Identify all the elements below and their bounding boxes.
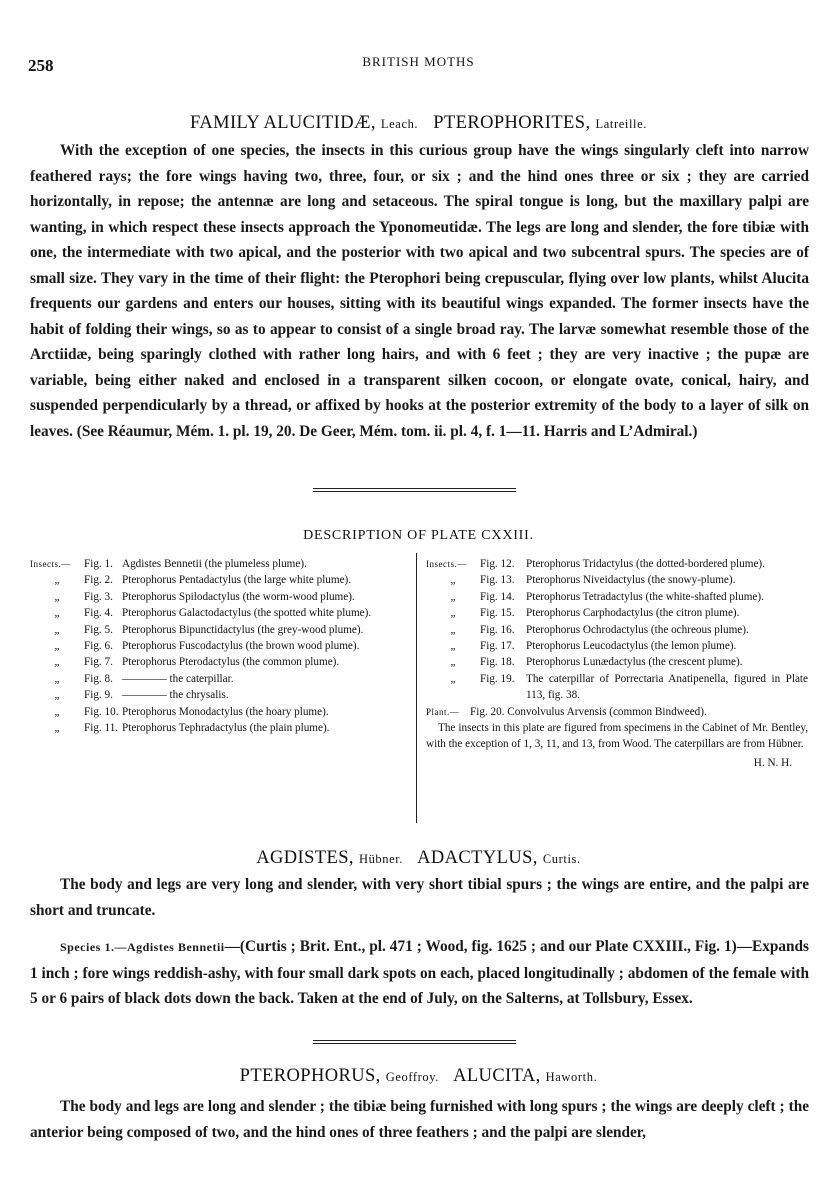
figure-entry: „ Fig. 17. Pterophorus Leucodactylus (the lemon plume). bbox=[450, 640, 737, 653]
pterophorus-authority-b: Haworth. bbox=[545, 1070, 598, 1084]
figure-entry: „ Fig. 19. The caterpillar of Porrectaria Anatipenella, figured in Plate 113, fig. 38. bbox=[450, 672, 808, 702]
page-number: 258 bbox=[28, 56, 54, 75]
plate-note: The insects in this plate are figured from specimens in the Cabinet of Mr. Bentley, with the exception of 1, 3, 11, and 13, from Wood. The caterpillars are from Hübner. bbox=[426, 722, 808, 751]
figure-entry: Insects.— Fig. 1. Agdistes Bennetii (the plumeless plume). bbox=[30, 558, 307, 570]
plate-figures-left bbox=[30, 556, 408, 736]
agdistes-authority-a: Hübner. bbox=[358, 852, 404, 866]
figure-entry: „ Fig. 6. Pterophorus Fuscodactylus (the brown wood plume). bbox=[54, 640, 360, 653]
agdistes-heading-a: AGDISTES, bbox=[256, 848, 354, 868]
figure-entry: „ Fig. 9. ———— the chrysalis. bbox=[54, 689, 229, 702]
figure-entry: „ Fig. 5. Pterophorus Bipunctidactylus (the grey-wood plume). bbox=[54, 623, 364, 636]
plant-entry: Plant.— Fig. 20. Convolvulus Arvensis (common Bindweed). bbox=[426, 705, 707, 718]
pterophorus-heading-b: ALUCITA, bbox=[453, 1066, 541, 1086]
figure-entry: „ Fig. 7. Pterophorus Pterodactylus (the common plume). bbox=[54, 656, 340, 669]
figure-entry: „ Fig. 8. ———— the caterpillar. bbox=[54, 672, 234, 685]
family-authority-a: Leach. bbox=[380, 117, 419, 131]
figure-entry: „ Fig. 11. Pterophorus Tephradactylus (the plain plume). bbox=[54, 722, 330, 735]
family-heading-b: PTEROPHORITES, bbox=[433, 113, 591, 133]
agdistes-heading bbox=[20, 848, 817, 869]
family-authority-b: Latreille. bbox=[595, 117, 647, 131]
family-heading bbox=[20, 113, 817, 134]
pterophorus-heading-a: PTEROPHORUS, bbox=[239, 1066, 381, 1086]
pterophorus-authority-a: Geoffroy. bbox=[385, 1070, 440, 1084]
running-head bbox=[28, 52, 809, 76]
plate-title: DESCRIPTION OF PLATE CXXIII. bbox=[303, 528, 534, 543]
species-text: —(Curtis ; Brit. Ent., pl. 471 ; Wood, fig. 1625 ; and our Plate CXXIII., Fig. 1)—Expands 1 inch ; fore wings reddish-ashy, with four small dark spots on each, placed longitudinally ; abdomen of the female with 5 or 6 pairs of black dots down the back. Taken at the end of July, on the Salterns, at Tollsbury, Essex. bbox=[30, 938, 809, 1007]
species-lead: Species 1.—Agdistes Bennetii bbox=[60, 940, 225, 954]
plate-figures-right bbox=[426, 556, 808, 771]
pterophorus-paragraph: The body and legs are long and slender ; the tibiæ being furnished with long spurs ; the wings are deeply cleft ; the anterior being composed of two, and the hind ones of three feathers ; and the palpi are slender, bbox=[30, 1098, 809, 1141]
figure-entry: Insects.— Fig. 12. Pterophorus Tridactylus (the dotted-bordered plume). bbox=[426, 558, 765, 570]
figure-entry: „ Fig. 3. Pterophorus Spilodactylus (the worm-wood plume). bbox=[54, 590, 355, 603]
figure-entry: „ Fig. 4. Pterophorus Galactodactylus (the spotted white plume). bbox=[54, 607, 372, 620]
figure-entry: „ Fig. 15. Pterophorus Carphodactylus (the citron plume). bbox=[450, 607, 740, 620]
agdistes-heading-b: ADACTYLUS, bbox=[417, 848, 538, 868]
author-signature: H. N. H. bbox=[753, 756, 792, 769]
agdistes-authority-b: Curtis. bbox=[542, 852, 581, 866]
pterophorus-heading bbox=[20, 1066, 817, 1087]
section-rule bbox=[313, 488, 516, 492]
species-paragraph bbox=[30, 934, 809, 1012]
figure-entry: „ Fig. 13. Pterophorus Niveidactylus (the snowy-plume). bbox=[450, 574, 736, 587]
running-title: BRITISH MOTHS bbox=[362, 54, 475, 69]
agdistes-paragraph: The body and legs are very long and slender, with very short tibial spurs ; the wings are entire, and the palpi are short and truncate. bbox=[30, 876, 809, 919]
figure-entry: „ Fig. 18. Pterophorus Lunædactylus (the crescent plume). bbox=[450, 656, 743, 669]
family-heading-a: FAMILY ALUCITIDÆ, bbox=[190, 113, 376, 133]
figure-entry: „ Fig. 2. Pterophorus Pentadactylus (the large white plume). bbox=[54, 574, 352, 587]
family-paragraph: With the exception of one species, the insects in this curious group have the wings singularly cleft into narrow feathered rays; the fore wings having two, three, four, or six ; and the hind ones three or six ; they are carried horizontally, in repose; the antennæ are long and setaceous. The spiral tongue is long, but the maxillary palpi are wanting, in which respect these insects approach the Yponomeutidæ. The legs are long and slender, the fore tibiæ with one, the intermediate with two apical, and the posterior with two apical and two subcentral spurs. The species are of small size. They vary in the time of their flight: the Pterophori being crepuscular, flying over low plants, whilst Alucita frequents our gardens and enters our houses, sitting with its beautiful wings expanded. The former insects have the habit of folding their wings, so as to appear to consist of a single broad ray. The larvæ somewhat resemble those of the Arctiidæ, being sparingly clothed with rather long hairs, and with 6 feet ; they are very inactive ; the pupæ are variable, being either naked and enclosed in a transparent silken cocoon, or elongate ovate, conical, hairy, and suspended perpendicularly by a thread, or affixed by hooks at the posterior extremity of the body to a layer of silk on leaves. (See Réaumur, Mém. 1. pl. 19, 20. De Geer, Mém. tom. ii. pl. 4, f. 1—11. Harris and L’Admiral.) bbox=[30, 142, 809, 440]
section-rule bbox=[313, 1040, 516, 1044]
figure-entry: „ Fig. 10. Pterophorus Monodactylus (the hoary plume). bbox=[54, 705, 329, 718]
column-divider bbox=[416, 553, 417, 823]
figure-entry: „ Fig. 16. Pterophorus Ochrodactylus (the ochreous plume). bbox=[450, 623, 749, 636]
figure-entry: „ Fig. 14. Pterophorus Tetradactylus (the white-shafted plume). bbox=[450, 590, 764, 603]
